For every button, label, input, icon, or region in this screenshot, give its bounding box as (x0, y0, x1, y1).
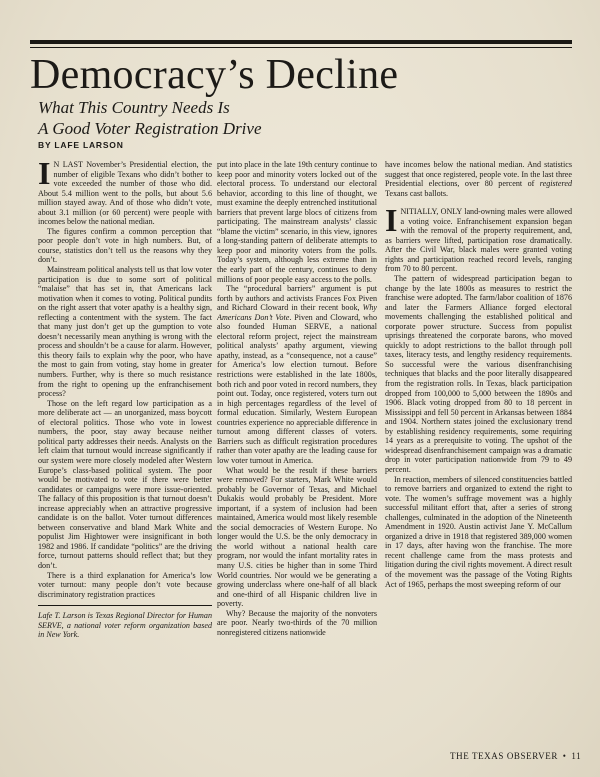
paragraph (217, 284, 377, 465)
paragraph: put into place in the late 19th century continue to keep poor and minority voters locked out of the electoral process. To understand our electoral behavior, according to this line of thought, we must examine the deeply entrenched institutional barriers that prevent large blocs of citizens from participating. The mainstream analysts’ classic “blame the victim” scenario, in this view, ignores a long-standing pattern of deliberate attempts to keep poor and minority voters from the polls. Today’s system, although less extreme than in the early part of the century, continues to deny millions of poor people easy access to the polls. (217, 160, 377, 284)
headline: Democracy’s Decline (30, 52, 399, 98)
paragraph-text: The “procedural barriers” argument is put forth by authors and activists Frances Fox Piven and Richard Cloward in their recent book, (217, 284, 377, 313)
emphasis: registered (539, 179, 572, 189)
lead-in: IN LAST (38, 160, 83, 191)
paragraph-text: November’s Presidential election, the number of eligible Texans who didn’t bother to vote exceeded the number of those who did. About 5.4 million went to the polls, but about 5.6 million stayed away. And of those who didn’t vote, about 3.1 million (or 60 percent) were people with incomes below the national median. (38, 160, 212, 227)
column-3 (385, 160, 572, 740)
paragraph (38, 160, 212, 227)
paragraph: The pattern of widespread participation began to change by the late 1800s as measures to restrict the franchise were adopted. The farm/labor coalition of 1876 and later the Farmers Alliance forged electoral movements challenging the established political and corporate power structure. Success from populist uprisings threatened the corporate barons, who moved quickly to adopt restrictions to the ballot through poll taxes, literacy tests, and lengthy residency requirements. So successful were the various disenfranchising techniques that blacks and the poor literally disappeared from the registration rolls. In Texas, black participation dropped from 100,000 to 5,000 between the 1890s and 1906. Black voting dropped from 80 to 18 percent in Mississippi and fell 50 percent in Arkansas between 1884 and 1904. Northern states joined the exclusionary trend by establishing residency requirements, some requiring 14 years as a prerequisite to voting. The upshot of the widespread disenfranchisement campaign was a dramatic drop in voter participation nationwide from 79 to 49 percent. (385, 274, 572, 474)
section-gap (385, 198, 572, 207)
paragraph: Those on the left regard low participation as a more deliberate act — an unorganized, mass boycott of electoral politics. Those who vote in lowest numbers, the poor, stay away because neither political party addresses their needs. Analysts on the left claim that turnout would increase significantly if our system were more closely modeled after Western Europe’s class-based political system. The poor would be motivated to vote if there were better candidates or campaigns were more issue-oriented. The fallacy of this proposition is that turnout doesn’t increase appreciably when an attractive progressive candidate is on the ballot. Voter turnout differences between conservative and bland Mark White and populist Jim Hightower were insignificant in both 1982 and 1986. If candidate “politics” are the driving force, turnout patterns should reflect that; but they don’t. (38, 398, 212, 570)
paragraph-text: land-owning males were allowed a voting voice. Enfranchisement expansion began with the removal of the property requirement, and, as barriers were lifted, participation rose dramatically. After the Civil War, black males were granted voting rights and participation reached record levels, ranging from 70 to 80 percent. (385, 207, 572, 274)
paragraph: Why? Because the majority of the nonvoters are poor. Nearly two-thirds of the 70 million nonregistered citizens nationwide (217, 608, 377, 637)
deck-line-1: What This Country Needs Is (38, 98, 230, 117)
paragraph (385, 202, 572, 274)
byline: BY LAFE LARSON (38, 140, 124, 150)
paragraph: Mainstream political analysts tell us that low voter participation is due to some sort of political “malaise” that has set in, that Americans lack motivation when it comes to voting. Political pundits on the right assert that voter apathy is a healthy sign, reflecting a contentment with the system. The fact that many just don’t get up the gumption to vote doesn’t necessarily mean anything is wrong with the process and shouldn’t be a cause for alarm. However, this theory fails to explain why the poor, who have the most to gain from voting, stay home in greater numbers. Further, why is there so much resistance from the right to opening up the enfranchisement process? (38, 265, 212, 399)
paragraph-text: have incomes below the national median. And statistics suggest that once registered, people vote. In the last three Presidential elections, over 80 percent of (385, 160, 572, 189)
column-2 (217, 160, 377, 740)
publication-name: THE TEXAS OBSERVER (450, 751, 558, 761)
lead-in: INITIALLY, ONLY (385, 202, 462, 239)
paragraph: What would be the result if these barriers were removed? For starters, Mark White would probably be Governor of Texas, and Michael Dukakis would probably be President. More important, if a system of inclusion had been maintained, America would most likely resemble the social democracies of Western Europe. No longer would the U.S. be the only democracy in the world without a national health care program, nor would the infant mortality rates in many U.S. cities be higher than in some Third World countries. Nor would we be generating a growing underclass where one-half of all black and one-third of all Hispanic children live in poverty. (217, 465, 377, 609)
paragraph: There is a third explanation for America’s low voter turnout: many people don’t vote because discriminatory registration practices (38, 570, 212, 599)
top-rule (30, 40, 572, 44)
book-title: Why Americans Don’t Vote (217, 303, 377, 322)
paragraph (385, 160, 572, 198)
top-rule-thin (30, 47, 572, 48)
page-number: 11 (571, 751, 582, 761)
paragraph: The figures confirm a common perception that poor people don’t vote in high numbers. But, of course, statistics don’t tell us the reasons why they don’t. (38, 226, 212, 265)
footer-separator: • (562, 751, 567, 761)
paragraph-text: Texans cast ballots. (385, 188, 449, 198)
paragraph: In reaction, members of silenced constituencies battled to remove barriers and organized to extend the right to vote. The women’s suffrage movement was a highly successful militant effort that, after a series of strong challenges, culminated in the adoption of the Nineteenth Amendment in 1920. Austin activist Jane Y. McCallum organized a drive in 1918 that registered 389,000 women in 17 days, after having won the franchise. The more recent challenge came from the mass protests and litigation during the civil rights movement. A direct result of the movement was the passage of the Voting Rights Act of 1965, perhaps the most sweeping reform of our (385, 474, 572, 589)
column-1 (38, 160, 212, 740)
deck (38, 97, 538, 139)
deck-line-2: A Good Voter Registration Drive (38, 119, 262, 138)
paragraph-text: . Piven and Cloward, who also founded Human SERVE, a national electoral reform project, reject the mainstream political analysts’ apathy argument, viewing apathy, instead, as a “consequence, not a cause” for America’s low election turnout. Before restrictions were established in the late 1800s, both rich and poor voted in record numbers, they point out. Today, once registered, voters turn out in high percentages regardless of the level of formal education. Similarly, Western European countries experience no appreciable difference in turnout among different classes of voters. Barriers such as difficult registration procedures rather than voter apathy are the leading cause for low voter turnout in America. (217, 312, 377, 465)
page-footer (450, 751, 581, 761)
author-bio: Lafe T. Larson is Texas Regional Director for Human SERVE, a national voter reform organization based in New York. (38, 605, 212, 640)
